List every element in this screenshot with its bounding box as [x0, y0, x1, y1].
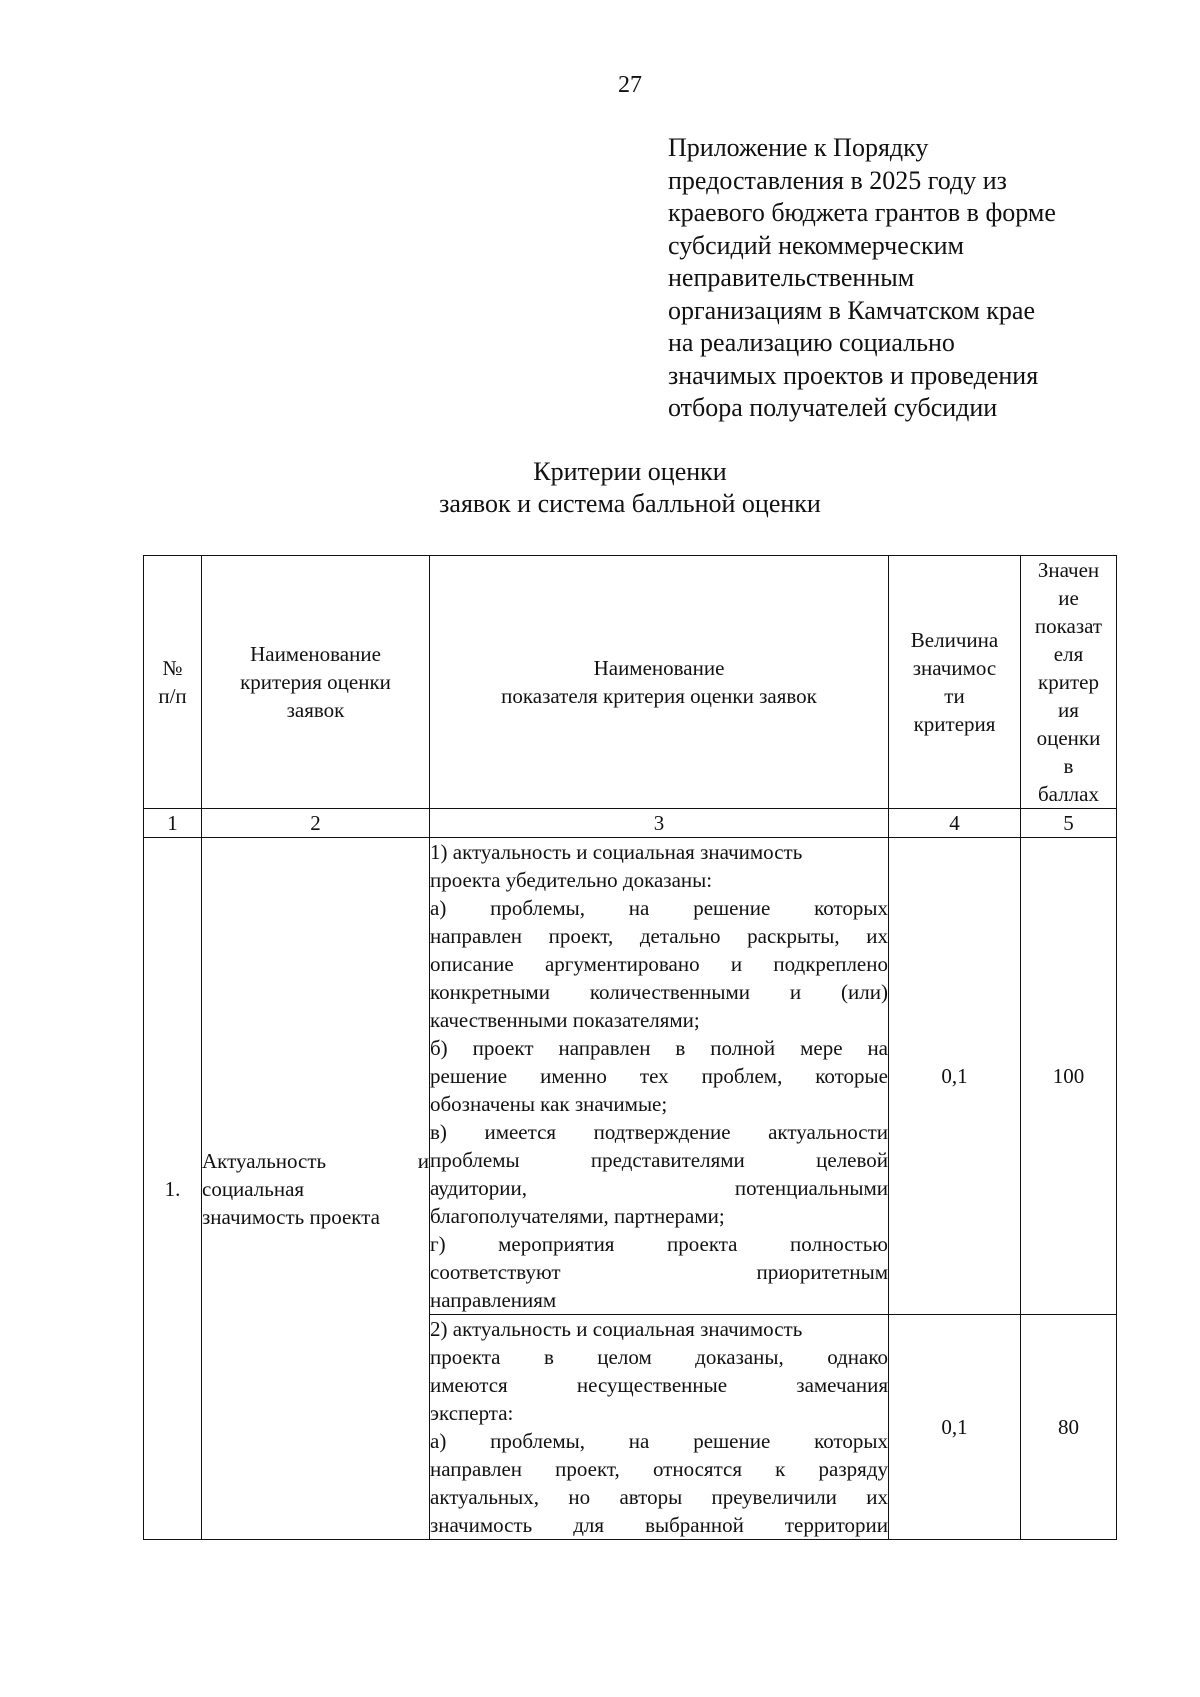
column-number: 4	[889, 809, 1021, 838]
column-number: 5	[1021, 809, 1117, 838]
table-row	[144, 838, 1117, 1315]
table-header-row	[144, 556, 1117, 809]
title-line-1: Критерии оценки	[533, 457, 727, 486]
column-number: 3	[430, 809, 889, 838]
appendix-line: на реализацию социально	[668, 328, 955, 357]
appendix-line: Приложение к Порядку	[668, 133, 929, 162]
column-number: 1	[144, 809, 202, 838]
appendix-line: краевого бюджета грантов в форме	[668, 198, 1056, 227]
header-criterion-name: Наименование критерия оценки заявок	[202, 556, 430, 809]
criteria-table	[143, 555, 1117, 1540]
appendix-line: субсидий некоммерческим	[668, 230, 964, 260]
appendix-line: предоставления в 2025 году из	[668, 165, 1007, 195]
title-line-2: заявок и система балльной оценки	[439, 489, 821, 518]
column-number: 2	[202, 809, 430, 838]
criterion-weight: 0,1	[889, 1315, 1021, 1540]
criterion-weight: 0,1	[889, 838, 1021, 1315]
appendix-line: значимых проектов и проведения	[668, 360, 1039, 390]
appendix-line: отбора получателей субсидии	[668, 393, 998, 422]
indicator-description: 1) актуальность и социальная значимость проекта убедительно доказаны: а) проблемы, на решение которых направлен проект, детально раскрыты, их описание аргументировано и подкреплено конкретными количественными и (или) качественными показателями; б) проект направлен в полной мере на решение именно тех проблем, которые обозначены как значимые; в) имеется подтверждение актуальности проблемы представителями целевой аудитории, потенциальными благополучателями, партнерами; г) мероприятия проекта полностью соответствуют приоритетным направлениям	[430, 838, 889, 1315]
column-number-row	[144, 809, 1117, 838]
header-indicator-name: Наименование показателя критерия оценки заявок	[430, 556, 889, 809]
header-criterion-weight: Величина значимос ти критерия	[889, 556, 1021, 809]
page-number: 27	[618, 72, 642, 98]
criterion-name: Актуальность и социальная значимость проекта	[202, 838, 430, 1540]
appendix-line: неправительственным	[668, 263, 915, 292]
appendix-line: организациям в Камчатском крае	[668, 295, 1035, 325]
indicator-score: 80	[1021, 1315, 1117, 1540]
header-indicator-score: Значен ие показат еля критер ия оценки в баллах	[1021, 556, 1117, 809]
criterion-number: 1.	[144, 838, 202, 1540]
appendix-note	[668, 132, 1108, 425]
header-number: № п/п	[144, 556, 202, 809]
indicator-score: 100	[1021, 838, 1117, 1315]
document-title	[0, 456, 1200, 520]
indicator-description: 2) актуальность и социальная значимость проекта в целом доказаны, однако имеются несущественные замечания эксперта: а) проблемы, на решение которых направлен проект, относятся к разряду актуальных, но авторы преувеличили их значимость для выбранной территории	[430, 1315, 889, 1540]
